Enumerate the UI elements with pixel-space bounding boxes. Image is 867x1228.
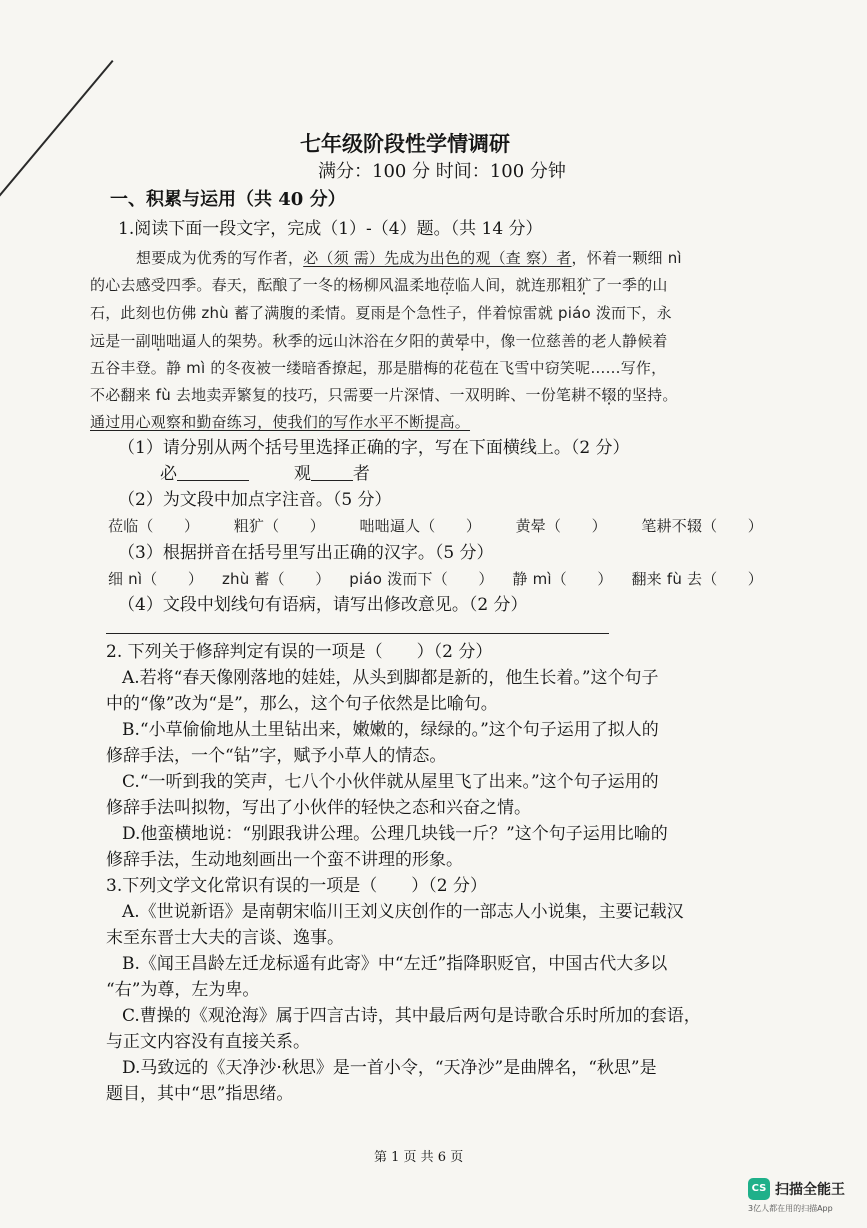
passage-line-3: 石，此刻也仿佛 zhù 蓄了满腹的柔情。夏雨是个急性子，伴着惊雷就 piáo 泼而下，永 xyxy=(90,304,672,322)
q1-sub2: （2）为文段中加点字注音。（5 分） xyxy=(118,490,392,510)
answer-blank-1[interactable] xyxy=(177,464,249,481)
answer-blank-2[interactable] xyxy=(311,464,353,481)
section-heading: 一、积累与运用（共 40 分） xyxy=(110,189,346,210)
hanzi-item: piáo 泼而下（ ） xyxy=(349,570,494,588)
pinyin-item: 粗犷（ ） xyxy=(233,517,325,535)
q1-sub3-items xyxy=(108,567,763,591)
hanzi-item: 静 mì（ ） xyxy=(512,570,613,588)
hanzi-item: 翻来 fù 去（ ） xyxy=(631,570,763,588)
pinyin-item: 咄咄逼人（ ） xyxy=(359,517,482,535)
passage-line-6: 不必翻来 fù 去地卖弄繁复的技巧，只需要一片深情、一双明眸、一份笔耕不辍的坚持。 xyxy=(90,386,678,404)
pinyin-item: 笔耕不辍（ ） xyxy=(641,517,763,535)
pen-stroke xyxy=(0,60,114,214)
q3-option-b: B.《闻王昌龄左迁龙标遥有此寄》中“左迁”指降职贬官，中国古代大多以 xyxy=(122,954,668,974)
passage-line-7-underlined: 通过用心观察和勤奋练习，使我们的写作水平不断提高。 xyxy=(90,413,471,431)
question-1-stem: 1.阅读下面一段文字，完成（1）-（4）题。（共 14 分） xyxy=(118,219,543,239)
page-subtitle: 满分：100 分 时间：100 分钟 xyxy=(318,161,566,182)
q3-option-c-cont: 与正文内容没有直接关系。 xyxy=(106,1032,310,1052)
q2-option-c: C.“一听到我的笑声，七八个小伙伴就从屋里飞了出来。”这个句子运用的 xyxy=(122,772,659,792)
hanzi-item: 细 nì（ ） xyxy=(108,570,204,588)
hanzi-item: zhù 蓄（ ） xyxy=(221,570,331,588)
q1-sub3: （3）根据拼音在括号里写出正确的汉字。（5 分） xyxy=(118,543,494,563)
q2-option-d-cont: 修辞手法，生动地刻画出一个蛮不讲理的形象。 xyxy=(106,850,463,870)
watermark-tagline: 3亿人都在用的扫描App xyxy=(748,1204,833,1213)
q2-option-b-cont: 修辞手法，一个“钻”字，赋予小草人的情态。 xyxy=(106,746,447,766)
page-title: 七年级阶段性学情调研 xyxy=(300,131,510,156)
passage-underline: 必（须 需）先成为出色的观（查 察）者 xyxy=(303,249,572,267)
q3-option-d: D.马致远的《天净沙·秋思》是一首小令，“天净沙”是曲牌名，“秋思”是 xyxy=(122,1058,657,1078)
scanner-watermark xyxy=(748,1178,862,1222)
q3-option-a: A.《世说新语》是南朝宋临川王刘义庆创作的一部志人小说集，主要记载汉 xyxy=(122,902,684,922)
pinyin-item: 黄晕（ ） xyxy=(515,517,607,535)
q2-option-c-cont: 修辞手法叫拟物，写出了小伙伴的轻快之态和兴奋之情。 xyxy=(106,798,531,818)
q1-sub1-answer-line: 必 观 者 xyxy=(160,464,370,484)
q3-option-a-cont: 末至东晋士大夫的言谈、逸事。 xyxy=(106,928,344,948)
q2-option-b: B.“小草偷偷地从土里钻出来，嫩嫩的，绿绿的。”这个句子运用了拟人的 xyxy=(122,720,659,740)
q1-sub4: （4）文段中划线句有语病，请写出修改意见。（2 分） xyxy=(118,595,528,615)
answer-line[interactable] xyxy=(106,633,609,634)
passage-line-2: 的心去感受四季。春天，酝酿了一冬的杨柳风温柔地莅临人间，就连那粗犷了一季的山 xyxy=(90,276,668,294)
question-3-stem: 3.下列文学文化常识有误的一项是（ ）（2 分） xyxy=(106,876,487,896)
question-2-stem: 2. 下列关于修辞判定有误的一项是（ ）（2 分） xyxy=(106,642,493,662)
q3-option-d-cont: 题目，其中“思”指思绪。 xyxy=(106,1084,294,1104)
q2-option-d: D.他蛮横地说：“别跟我讲公理。公理几块钱一斤？”这个句子运用比喻的 xyxy=(122,824,668,844)
watermark-name: 扫描全能王 xyxy=(775,1182,845,1198)
pinyin-item: 莅临（ ） xyxy=(108,517,200,535)
q3-option-b-cont: “右”为尊，左为卑。 xyxy=(106,980,260,1000)
q2-option-a-cont: 中的“像”改为“是”，那么，这个句子依然是比喻句。 xyxy=(106,694,498,714)
passage-line-1: 想要成为优秀的写作者，必（须 需）先成为出色的观（查 察）者，怀着一颗细 nì xyxy=(136,249,682,267)
camscanner-logo-icon: CS xyxy=(748,1178,770,1200)
page-footer: 第 1 页 共 6 页 xyxy=(374,1150,464,1165)
q3-option-c: C.曹操的《观沧海》属于四言古诗，其中最后两句是诗歌合乐时所加的套语， xyxy=(122,1006,701,1026)
passage-line-5: 五谷丰登。静 mì 的冬夜被一缕暗香撩起，那是腊梅的花苞在飞雪中窃笑呢……写作， xyxy=(90,359,667,377)
q1-sub2-items xyxy=(108,514,763,538)
passage-line-4: 远是一副咄咄逼人的架势。秋季的远山沐浴在夕阳的黄晕中，像一位慈善的老人静候着 xyxy=(90,332,668,350)
q1-sub1: （1）请分别从两个括号里选择正确的字，写在下面横线上。（2 分） xyxy=(118,438,630,458)
q2-option-a: A.若将“春天像刚落地的娃娃，从头到脚都是新的，他生长着。”这个句子 xyxy=(122,668,659,688)
